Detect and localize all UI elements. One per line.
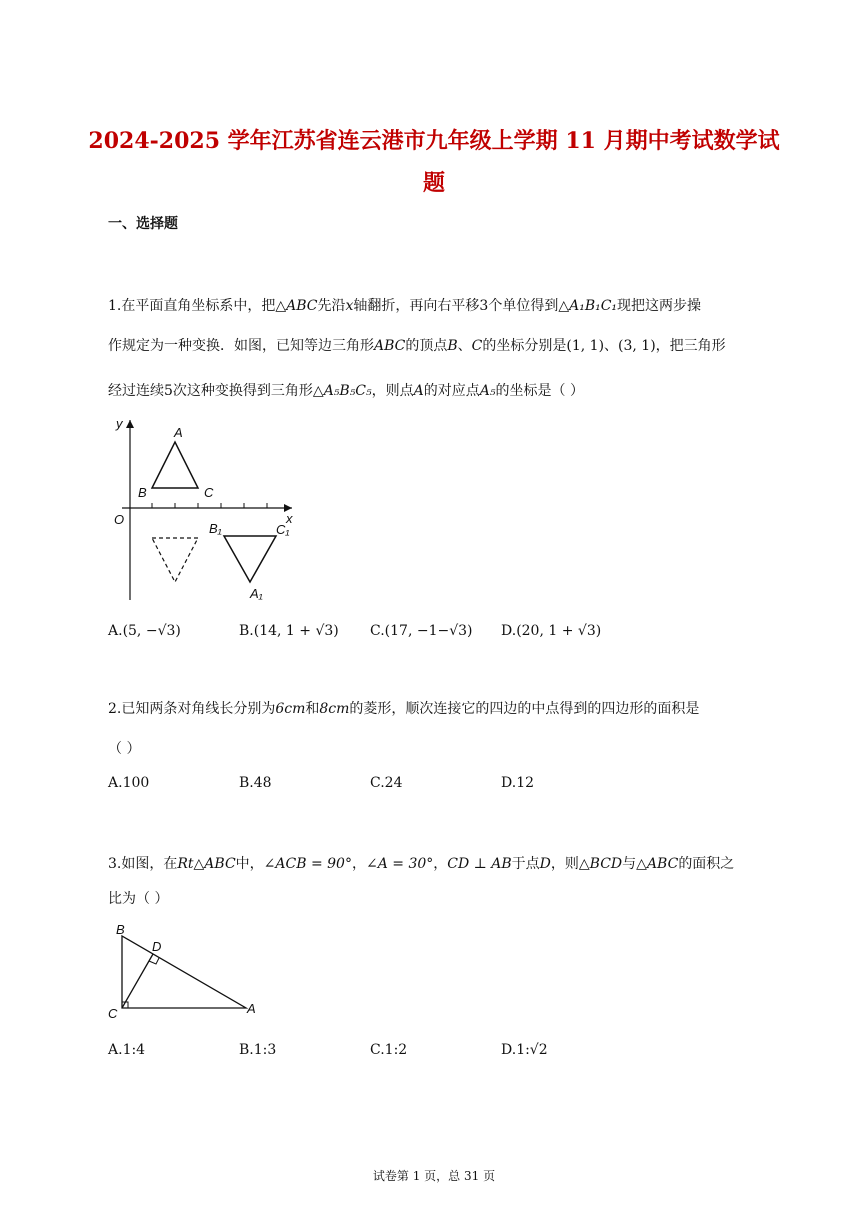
q1-line1: 1.在平面直角坐标系中，把△ABC先沿x轴翻折，再向右平移3个单位得到△A₁B₁C₁现把这两步操 bbox=[108, 298, 702, 314]
q3-option-a[interactable]: A.1:4 bbox=[108, 1042, 146, 1058]
label-a: A bbox=[174, 425, 183, 440]
segment-cd bbox=[122, 954, 153, 1008]
q1-figure bbox=[100, 410, 300, 610]
label-o: O bbox=[114, 512, 125, 527]
label-y: y bbox=[116, 416, 123, 431]
triangle-dashed bbox=[152, 538, 198, 582]
q1-line3: 经过连续5次这种变换得到三角形△A₅B₅C₅，则点A的对应点A₅的坐标是（ ） bbox=[108, 383, 584, 399]
q1-option-d[interactable]: D.(20, 1 + √3) bbox=[501, 623, 602, 639]
q2-option-a[interactable]: A.100 bbox=[108, 775, 150, 791]
q2-line2: （ ） bbox=[108, 741, 141, 757]
q3-line2: 比为（ ） bbox=[108, 891, 169, 907]
label-c: C bbox=[108, 1006, 118, 1021]
page-title-line2: 题 bbox=[422, 170, 445, 196]
q2-option-c[interactable]: C.24 bbox=[370, 775, 403, 791]
label-x: x bbox=[286, 511, 293, 526]
q1-line2: 作规定为一种变换．如图，已知等边三角形ABC的顶点B、C的坐标分别是(1, 1)、(3, 1)，把三角形 bbox=[108, 338, 726, 354]
q1-option-c[interactable]: C.(17, −1−√3) bbox=[370, 623, 473, 639]
q3-option-d[interactable]: D.1:√2 bbox=[501, 1042, 548, 1058]
q3-figure bbox=[100, 918, 270, 1028]
label-a: A bbox=[247, 1001, 256, 1016]
q2-option-d[interactable]: D.12 bbox=[501, 775, 535, 791]
x-axis-ticks bbox=[152, 503, 267, 508]
label-d: D bbox=[152, 939, 162, 954]
label-a1: A₁ bbox=[250, 586, 263, 601]
page-footer: 试卷第 1 页，总 31 页 bbox=[372, 1169, 496, 1183]
triangle-abc bbox=[122, 936, 246, 1008]
q1-option-b[interactable]: B.(14, 1 + √3) bbox=[239, 623, 339, 639]
y-axis-arrow bbox=[126, 420, 134, 428]
section-heading: 一、选择题 bbox=[108, 216, 178, 232]
page-title-line1: 2024-2025 学年江苏省连云港市九年级上学期 11 月期中考试数学试 bbox=[88, 128, 780, 154]
triangle-abc bbox=[152, 442, 198, 488]
q1-option-a[interactable]: A.(5, −√3) bbox=[108, 623, 181, 639]
q3-option-c[interactable]: C.1:2 bbox=[370, 1042, 408, 1058]
q3-line1: 3.如图，在Rt△ABC中，∠ACB = 90°，∠A = 30°，CD ⊥ AB于点D，则△BCD与△ABC的面积之 bbox=[108, 856, 735, 872]
label-c1: C₁ bbox=[276, 522, 290, 537]
label-b: B bbox=[138, 485, 147, 500]
q3-option-b[interactable]: B.1:3 bbox=[239, 1042, 277, 1058]
label-b1: B₁ bbox=[209, 521, 222, 536]
label-b: B bbox=[116, 922, 125, 937]
triangle-a1b1c1 bbox=[224, 536, 276, 582]
label-c: C bbox=[204, 485, 214, 500]
q2-line1: 2.已知两条对角线长分别为6cm和8cm的菱形，顺次连接它的四边的中点得到的四边形的面积是 bbox=[108, 701, 700, 717]
q2-option-b[interactable]: B.48 bbox=[239, 775, 272, 791]
